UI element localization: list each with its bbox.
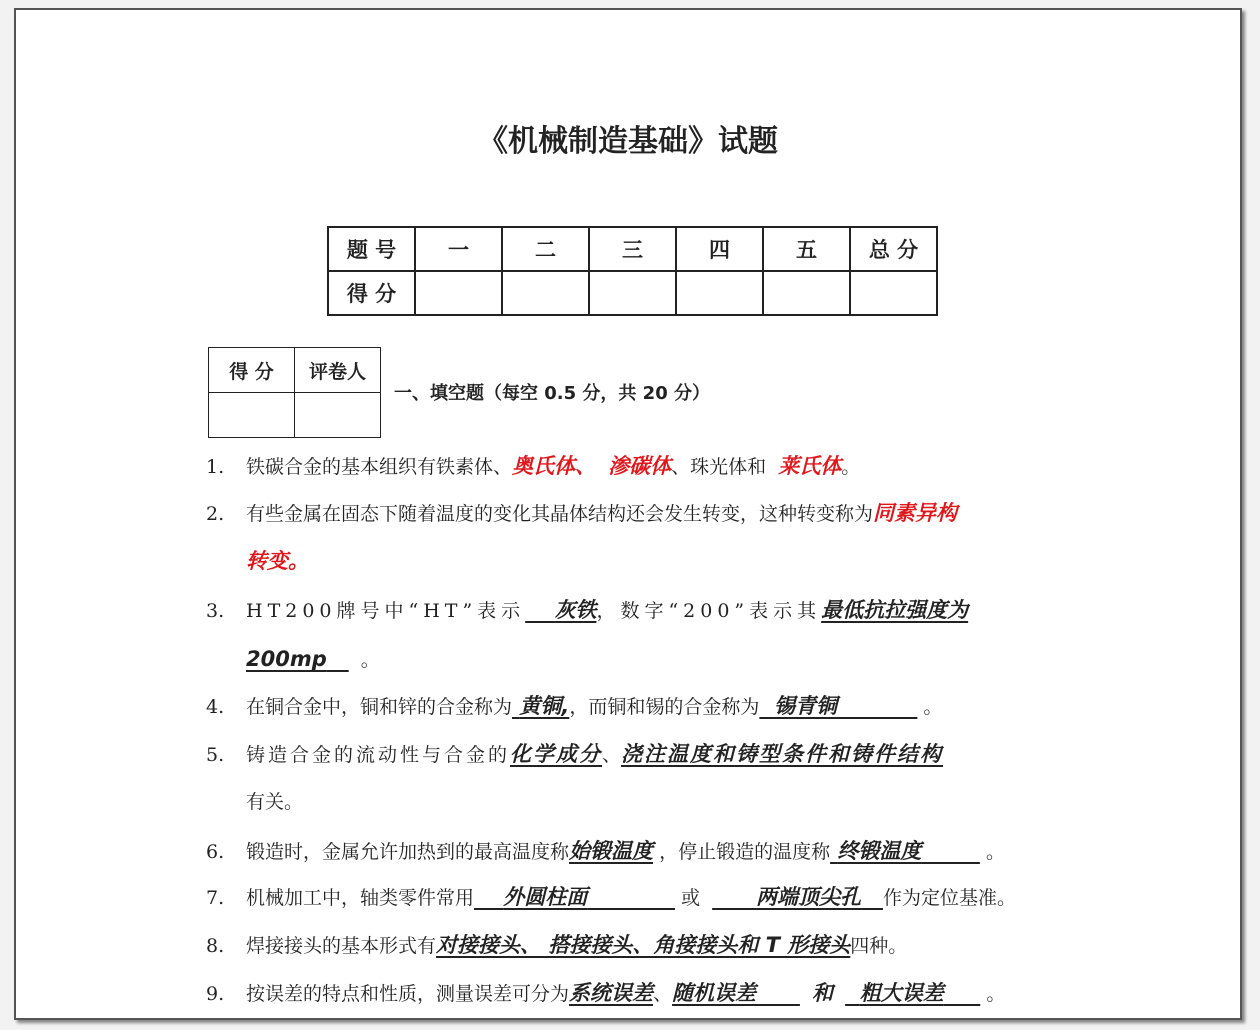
answer-text: 外圆柱面: [503, 885, 588, 909]
answer-text: 粗大误差: [859, 981, 944, 1005]
question-text: HT200牌号中“HT”表示: [246, 600, 526, 622]
question-text: 、珠光体和: [671, 456, 773, 478]
question-3-continuation: [246, 635, 380, 684]
question-text: 锻造时，金属允许加热到的最高温度称: [246, 841, 570, 863]
answer: 同素异构: [873, 501, 958, 525]
question-8: [206, 921, 1066, 970]
question-text: 。: [841, 456, 861, 478]
answer: 莱氏体: [778, 454, 842, 478]
question-2-continuation: [246, 537, 309, 586]
score-cell: [676, 271, 763, 315]
question-text: ，停止锻造的温度称: [659, 841, 831, 863]
question-text: 在铜合金中，铜和锌的合金称为: [246, 696, 513, 718]
score-cell: [415, 271, 502, 315]
question-text: 、: [602, 744, 622, 766]
question-text: 机械加工中，轴类零件常用: [246, 887, 475, 909]
question-3: [206, 586, 1066, 635]
answer-text: 黄铜,: [519, 694, 570, 718]
question-text: 铸造合金的流动性与合金的: [246, 744, 511, 766]
answer-text: 终锻温度: [837, 839, 922, 863]
question-text: 有些金属在固态下随着温度的变化其晶体结构还会发生转变，这种转变称为: [246, 503, 874, 525]
answer: 化学成分: [510, 742, 603, 766]
question-text: 。: [923, 696, 943, 718]
score-header-cell: 三: [589, 227, 676, 271]
question-number: 1.: [206, 456, 225, 478]
question-number: 4.: [206, 696, 225, 718]
answer: [246, 647, 349, 671]
answer: 最低抗拉强度为: [821, 598, 969, 622]
question-number: 3.: [206, 600, 225, 622]
question-number: 7.: [206, 887, 225, 909]
score-summary-table: [327, 226, 938, 316]
question-number: 2.: [206, 503, 225, 525]
question-text: 作为定位基准。: [882, 887, 1016, 909]
answer: 奥氏体、: [512, 454, 597, 478]
table-row: [209, 393, 381, 438]
score-header-cell: 四: [676, 227, 763, 271]
table-row: [209, 348, 381, 393]
answer: 转变。: [246, 549, 309, 573]
answer-text: 随机误差: [672, 981, 757, 1005]
score-cell: [589, 271, 676, 315]
score-cell: [850, 271, 937, 315]
question-6: [206, 827, 1066, 876]
answer: [512, 694, 569, 718]
question-text: 有关。: [246, 791, 304, 813]
answer-text: 两端顶尖孔: [756, 885, 862, 909]
question-text: 。: [986, 983, 1006, 1005]
score-row-label: 得 分: [328, 271, 415, 315]
question-9: [206, 969, 1066, 1018]
score-header-cell: 一: [415, 227, 502, 271]
answer: [712, 885, 883, 909]
answer-text: 200mp: [246, 647, 327, 671]
question-4: [206, 682, 1066, 731]
answer: 对接接头、 搭接接头、角接接头和 T 形接头: [436, 933, 851, 957]
question-number: 8.: [206, 935, 225, 957]
score-cell: [763, 271, 850, 315]
table-row: [328, 227, 937, 271]
question-text: 四种。: [850, 935, 908, 957]
page-title: 《机械制造基础》试题: [478, 124, 778, 159]
score-header-cell: 题 号: [328, 227, 415, 271]
question-number: 6.: [206, 841, 225, 863]
grader-name-cell: [295, 393, 381, 438]
answer: [845, 981, 980, 1005]
answer: 系统误差: [569, 981, 654, 1005]
question-5-continuation: [246, 778, 303, 826]
question-text: ，而铜和锡的合金称为: [569, 696, 760, 718]
table-row: [328, 271, 937, 315]
answer: 渗碳体: [608, 454, 672, 478]
answer: [759, 694, 917, 718]
question-2: [206, 489, 1066, 538]
question-number: 5.: [206, 744, 225, 766]
question-text: 。: [985, 841, 1005, 863]
answer: 浇注温度和铸型条件和铸件结构: [621, 742, 944, 766]
question-text: ，数字“200”表示其: [596, 600, 822, 622]
question-7: [206, 873, 1066, 922]
answer: [525, 598, 596, 622]
question-number: 9.: [206, 983, 225, 1005]
score-header-cell: 总 分: [850, 227, 937, 271]
question-text: 按误差的特点和性质，测量误差可分为: [246, 983, 570, 1005]
question-text: 或: [681, 887, 701, 909]
answer: [672, 981, 800, 1005]
grader-score-label: 得 分: [209, 348, 295, 393]
grader-table: [208, 347, 381, 438]
grader-score-cell: [209, 393, 295, 438]
answer-text: 锡青铜: [773, 694, 837, 718]
question-5: [206, 730, 1066, 779]
grader-name-label: 评卷人: [295, 348, 381, 393]
question-text: 铁碳合金的基本组织有铁素体、: [246, 456, 513, 478]
question-text: 、: [653, 983, 673, 1005]
question-1: [206, 442, 1066, 491]
answer: [474, 885, 675, 909]
answer-text: 灰铁: [554, 598, 597, 622]
answer: 始锻温度: [569, 839, 654, 863]
score-cell: [502, 271, 589, 315]
question-text: 焊接接头的基本形式有: [246, 935, 437, 957]
score-header-cell: 五: [763, 227, 850, 271]
section-heading: 一、填空题（每空 0.5 分，共 20 分）: [394, 383, 711, 404]
question-text: 。: [360, 649, 380, 671]
answer: [830, 839, 980, 863]
score-header-cell: 二: [502, 227, 589, 271]
answer-connector: 和: [812, 981, 833, 1005]
exam-page: [14, 8, 1242, 1020]
